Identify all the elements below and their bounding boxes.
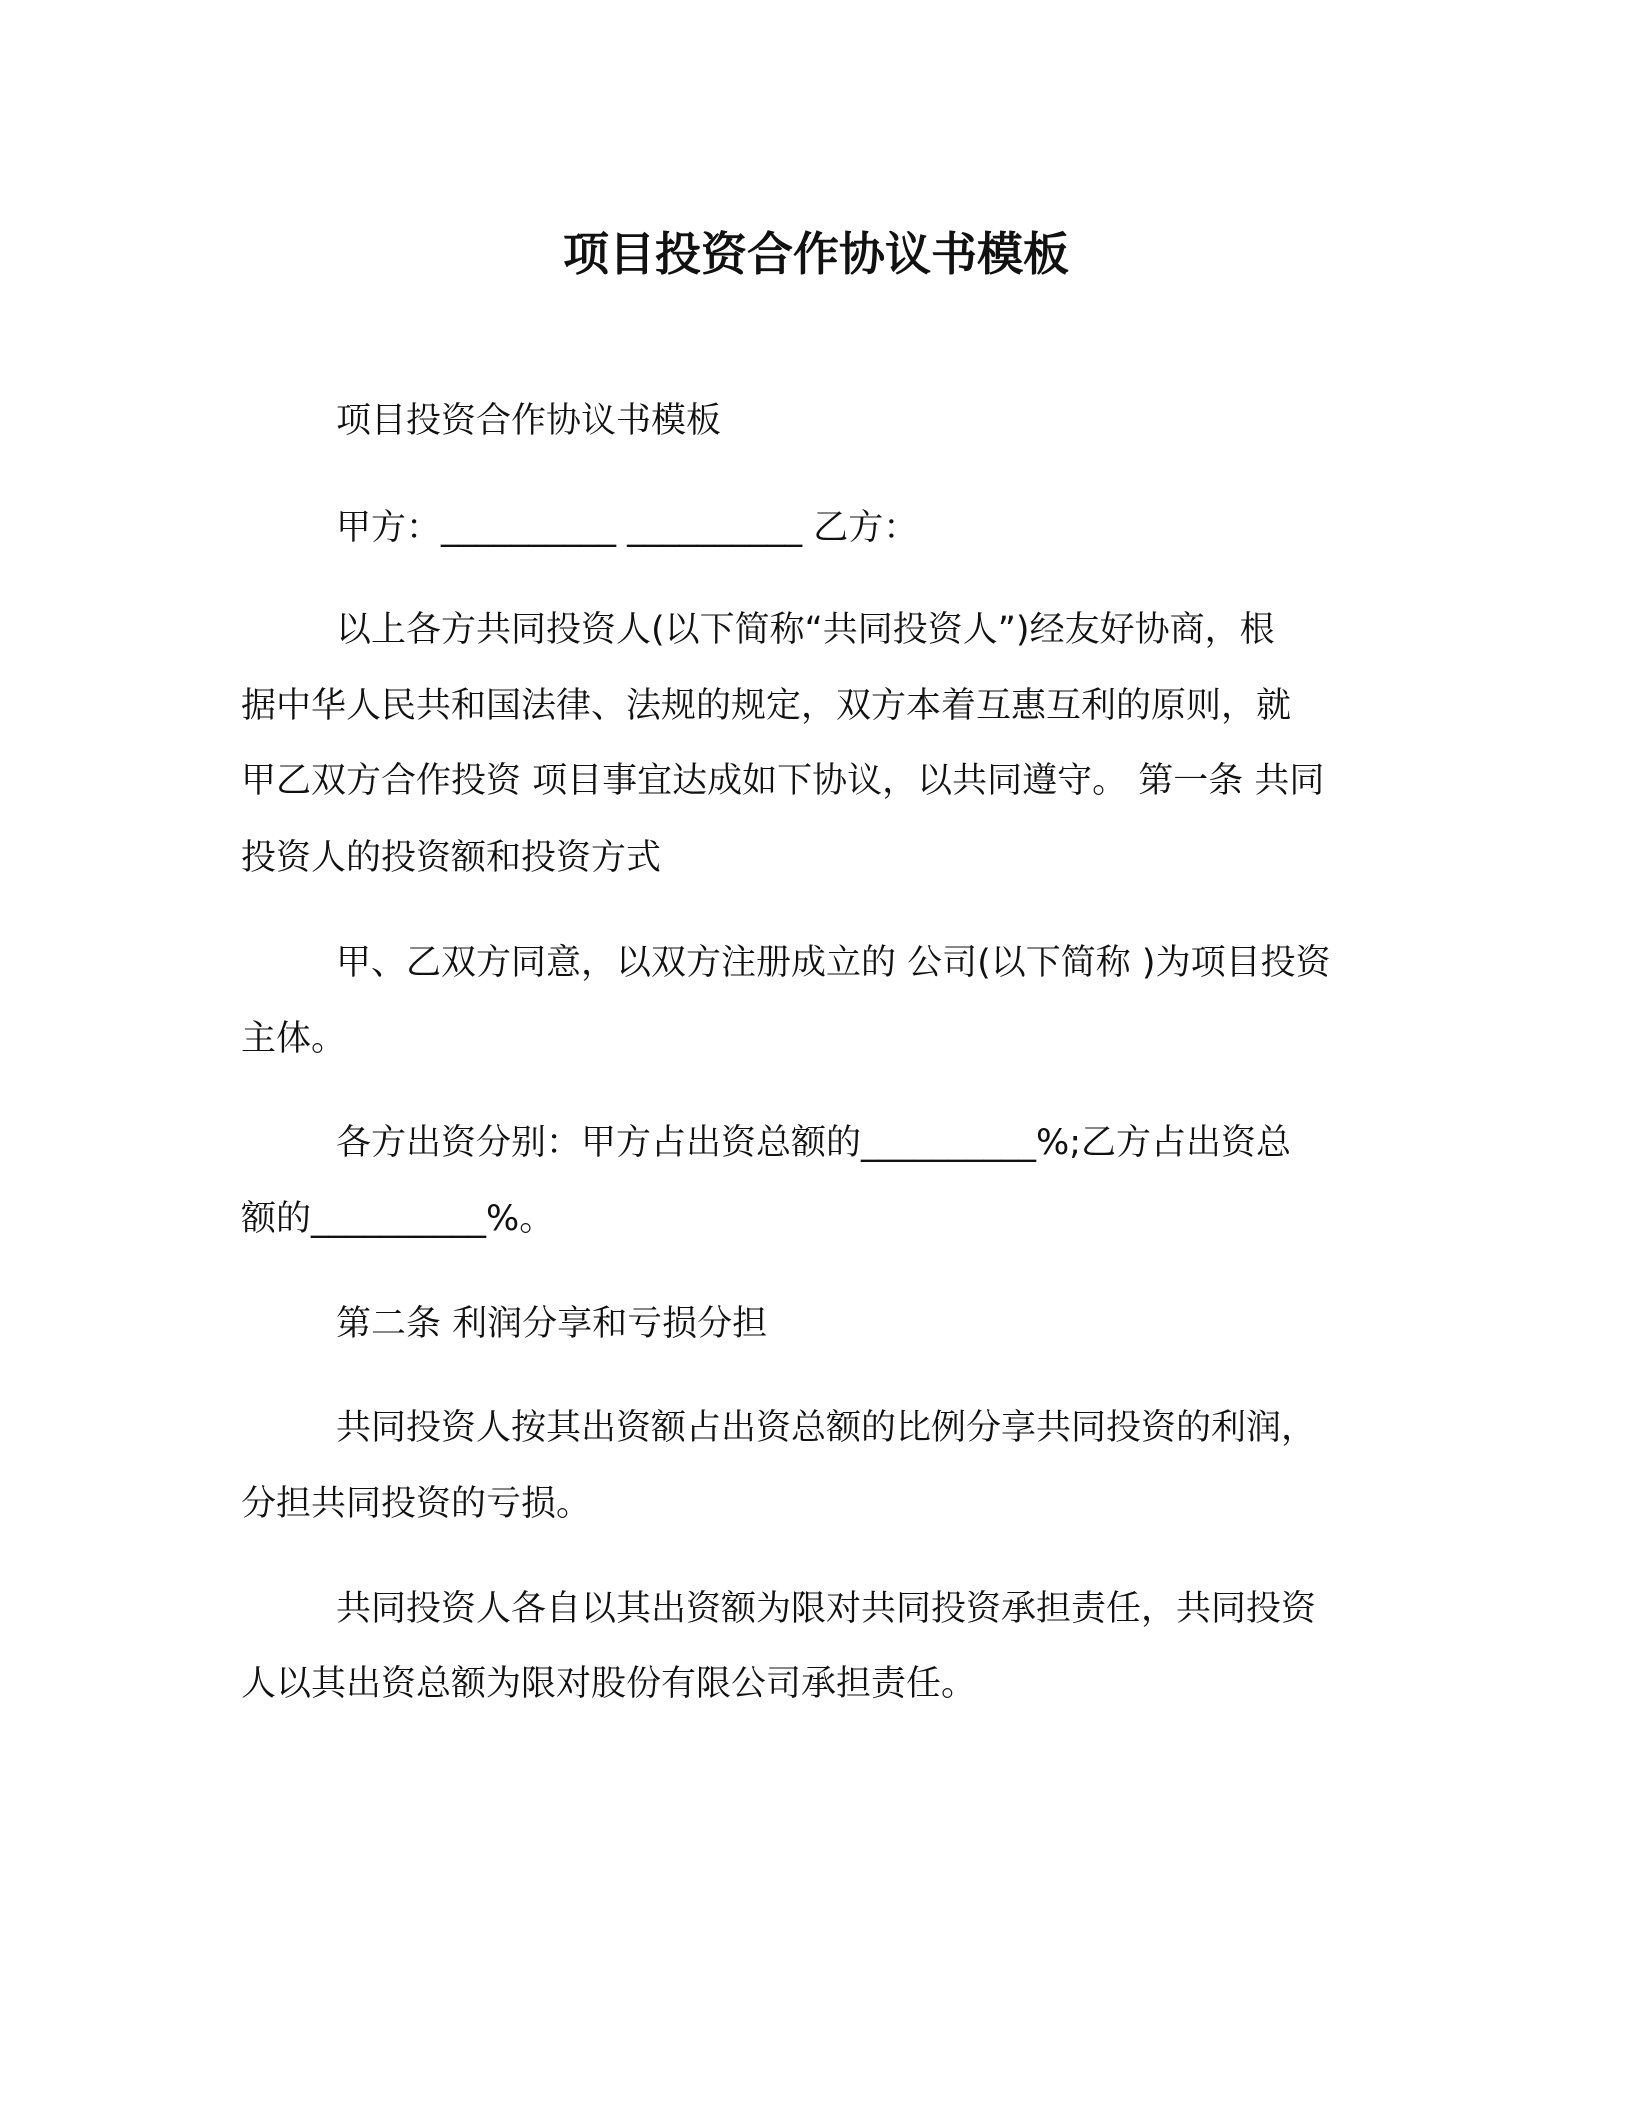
contribution-line-2: 额的__________%。 <box>241 1199 555 1239</box>
profit-sharing-line-2: 分担共同投资的亏损。 <box>241 1484 592 1524</box>
page-title: 项目投资合作协议书模板 <box>563 227 1069 281</box>
profit-sharing-line-1: 共同投资人按其出资额占出资总额的比例分享共同投资的利润， <box>336 1408 1317 1448</box>
intro-line-4: 投资人的投资额和投资方式 <box>241 838 662 878</box>
parties-line: 甲方：__________ __________ 乙方： <box>336 508 919 548</box>
liability-line-2: 人以其出资总额为限对股份有限公司承担责任。 <box>241 1664 977 1704</box>
contribution-line-1: 各方出资分别：甲方占出资总额的__________%;乙方占出资总 <box>336 1123 1292 1163</box>
intro-line-3: 甲乙双方合作投资 项目事宜达成如下协议，以共同遵守。 第一条 共同 <box>241 761 1325 801</box>
subtitle: 项目投资合作协议书模板 <box>336 401 722 441</box>
liability-line-1: 共同投资人各自以其出资额为限对共同投资承担责任，共同投资 <box>336 1589 1317 1629</box>
intro-line-1: 以上各方共同投资人(以下简称“共同投资人”)经友好协商，根 <box>336 610 1275 650</box>
entity-line-1: 甲、乙双方同意，以双方注册成立的 公司(以下简称 )为项目投资 <box>336 943 1331 983</box>
entity-line-2: 主体。 <box>241 1019 347 1059</box>
article-2-heading: 第二条 利润分享和亏损分担 <box>336 1304 768 1344</box>
intro-line-2: 据中华人民共和国法律、法规的规定，双方本着互惠互利的原则，就 <box>241 686 1292 726</box>
